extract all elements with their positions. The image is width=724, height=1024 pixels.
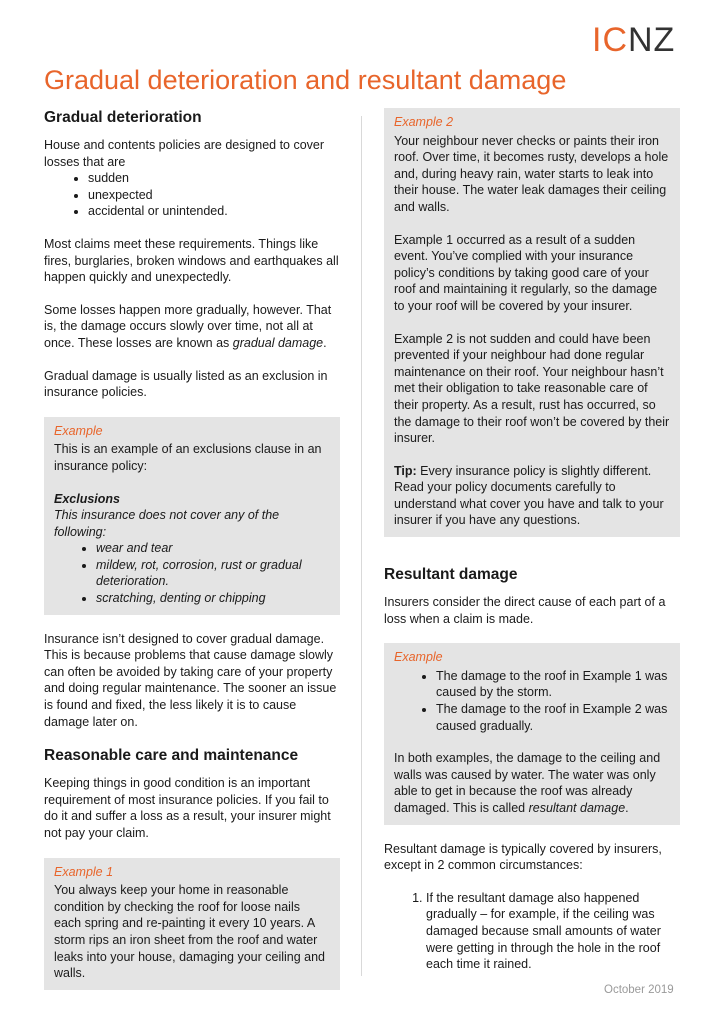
- example-text: You always keep your home in reasonable condition by checking the roof for loose nails each spring and re-painting it every 10 years. A storm rips an iron sheet from the roof and water leaks into your house, damaging your ceiling and walls.: [54, 883, 326, 981]
- paragraph-intro: House and contents policies are designed to cover losses that are: [44, 138, 325, 169]
- example-label: Example 1: [54, 864, 114, 879]
- exclusions-title: Exclusions: [54, 491, 120, 506]
- paragraph-exclusion: Gradual damage is usually listed as an exclusion in insurance policies.: [44, 368, 328, 400]
- example-box-2: [384, 108, 680, 537]
- example-explanation-1: Example 1 occurred as a result of a sudden event. You’ve complied with your insurance policy’s conditions by taking good care of your roof and maintaining it regularly, so the damage to your roof will be covered by your insurer.: [394, 232, 658, 313]
- list-item: • scratching, denting or chipping: [96, 590, 330, 607]
- paragraph-typically-covered: Resultant damage is typically covered by insurers, except in 2 common circumstances:: [384, 841, 662, 873]
- example-box-1: [44, 858, 340, 990]
- list-item: • mildew, rot, corrosion, rust or gradual deterioration.: [96, 557, 330, 590]
- paragraph-direct-cause: Insurers consider the direct cause of each part of a loss when a claim is made.: [384, 595, 666, 626]
- resultant-damage-term: resultant damage: [528, 801, 626, 815]
- heading-gradual-deterioration: Gradual deterioration: [44, 109, 202, 126]
- circumstances-list: [384, 890, 680, 973]
- list-item: • accidental or unintended.: [88, 203, 340, 220]
- list-item: • wear and tear: [96, 540, 330, 557]
- paragraph-good-condition: Keeping things in good condition is an important requirement of most insurance policies. If you fail to do it and suffer a loss as a result, your insurer might not pay your claim.: [44, 776, 331, 840]
- page-title: Gradual deterioration and resultant damage: [44, 65, 567, 95]
- example-box-resultant: [384, 643, 680, 824]
- tip-text: Tip: Every insurance policy is slightly different. Read your policy documents carefully to understand what cover you have and talk to your insurer if you have any questions.: [394, 463, 664, 528]
- list-item: • unexpected: [88, 187, 340, 204]
- example-label: Example: [394, 650, 443, 665]
- list-item: 1. If the resultant damage also happened gradually – for example, if the ceiling was damaged because small amounts of water were getting in through the hole in the roof each time it rained.: [426, 890, 680, 973]
- paragraph-gradual-losses: Some losses happen more gradually, however. That is, the damage occurs slowly over time, not all at once. These losses are known as gradual damage.: [44, 302, 332, 350]
- example-explanation-2: Example 2 is not sudden and could have been prevented if your neighbour had done regular maintenance on their roof. Your neighbour hasn’t met their obligation to take reasonable care of their property. As a result, rust has occurred, so the damage to their roof won’t be covered by their insurer.: [394, 331, 670, 446]
- exclusions-intro: This insurance does not cover any of the following:: [54, 508, 280, 539]
- example-bullet-list: [394, 668, 670, 734]
- example-text: This is an example of an exclusions clause in an insurance policy:: [54, 442, 322, 473]
- list-item: • The damage to the roof in Example 1 was caused by the storm.: [436, 668, 670, 701]
- example-text: Your neighbour never checks or paints their iron roof. Over time, it becomes rusty, develops a hole and, during heavy rain, water starts to leak into their house. The water leak damages their ceiling and walls.: [394, 133, 669, 214]
- example-label: Example 2: [394, 115, 454, 129]
- tip-label: Tip:: [394, 463, 417, 478]
- footer-date: October 2019: [604, 984, 674, 996]
- paragraph-insurance-not-designed: Insurance isn’t designed to cover gradual damage. This is because problems that cause damage slowly can often be avoided by taking care of your property and doing regular maintenance. The sooner an issue is found and fixed, the less likely it is to cause damage later on.: [44, 631, 337, 729]
- exclusions-list: [54, 540, 330, 606]
- list-item: • The damage to the roof in Example 2 was caused gradually.: [436, 701, 670, 734]
- icnz-logo: ICNZ: [592, 21, 676, 59]
- heading-resultant-damage: Resultant damage: [384, 566, 518, 584]
- example-label: Example: [54, 423, 103, 438]
- left-column: [44, 108, 340, 1006]
- bullet-list-loss-types: [44, 170, 340, 220]
- gradual-damage-term: gradual damage: [232, 335, 324, 350]
- column-divider: [361, 116, 362, 976]
- heading-reasonable-care: Reasonable care and maintenance: [44, 747, 299, 765]
- right-column: [384, 108, 680, 973]
- example-box-exclusions: [44, 417, 340, 615]
- paragraph-claims: Most claims meet these requirements. Things like fires, burglaries, broken windows and earthquakes all happen quickly and unexpectedly.: [44, 236, 339, 285]
- example-text: In both examples, the damage to the ceiling and walls was caused by water. The water was only able to get in because the roof was already damaged. This is called resultant damage.: [394, 751, 661, 815]
- list-item: • sudden: [88, 170, 340, 187]
